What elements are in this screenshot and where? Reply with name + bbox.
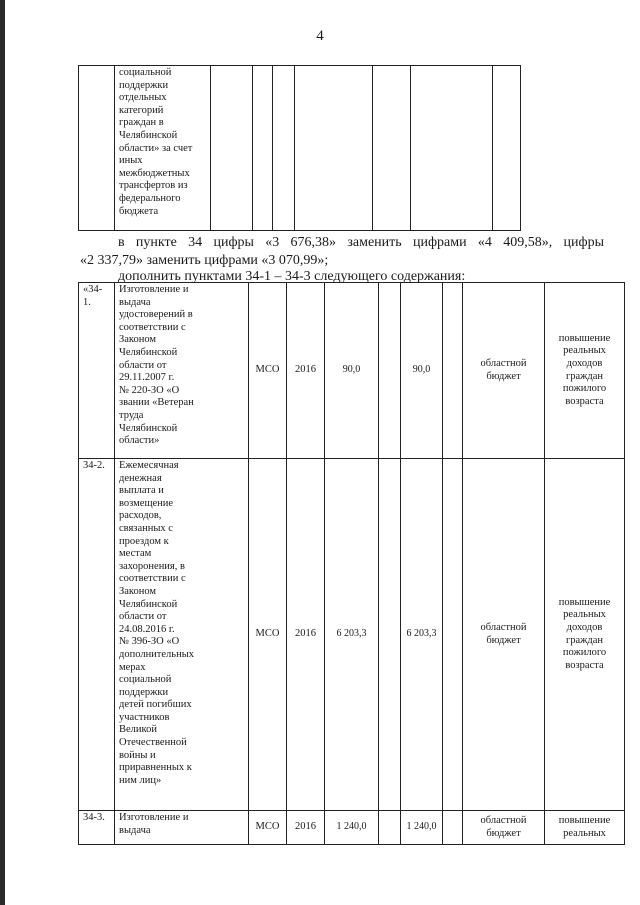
name-line: захоронения, в bbox=[119, 560, 185, 572]
name-line: Челябинской bbox=[119, 422, 178, 434]
name-line: трансфертов из bbox=[119, 180, 188, 192]
empty-cell bbox=[295, 66, 373, 231]
result-cell: повышение реальных доходов граждан пожилого возраста bbox=[545, 459, 625, 811]
empty-cell bbox=[253, 66, 273, 231]
name-line: поддержки bbox=[119, 686, 169, 698]
empty-cell bbox=[379, 459, 401, 811]
name-line: местам bbox=[119, 548, 152, 560]
executor-cell: МСО bbox=[249, 459, 287, 811]
name-line: области от bbox=[119, 359, 167, 371]
items-table bbox=[78, 282, 625, 845]
name-line: войны и bbox=[119, 749, 156, 761]
name-line: расходов, bbox=[119, 510, 162, 522]
name-line: межбюджетных bbox=[119, 167, 190, 179]
name-line: Законом bbox=[119, 334, 157, 346]
continued-num-cell bbox=[79, 66, 115, 231]
name-line: соответствии с bbox=[119, 573, 186, 585]
name-line: ним лиц» bbox=[119, 774, 162, 786]
name-line: участников bbox=[119, 711, 170, 723]
total-cell: 1 240,0 bbox=[325, 811, 379, 845]
name-line: отдельных bbox=[119, 92, 167, 104]
regional-cell: 90,0 bbox=[401, 283, 443, 459]
empty-cell bbox=[273, 66, 295, 231]
name-line: связанных с bbox=[119, 522, 173, 534]
name-line: Изготовление и bbox=[119, 284, 189, 295]
name-line: области» за счет bbox=[119, 142, 193, 154]
name-line: 29.11.2007 г. bbox=[119, 372, 175, 384]
empty-cell bbox=[493, 66, 521, 231]
name-line: Челябинской bbox=[119, 346, 178, 358]
name-line: социальной bbox=[119, 674, 172, 686]
name-line: поддержки bbox=[119, 79, 169, 91]
name-line: Отечественной bbox=[119, 737, 187, 749]
name-line: бюджета bbox=[119, 205, 159, 217]
name-line: области от bbox=[119, 611, 167, 623]
result-cell: повышение реальных доходов граждан пожилого возраста bbox=[545, 283, 625, 459]
row-number: 34-3. bbox=[79, 811, 115, 845]
name-line: возмещение bbox=[119, 497, 174, 509]
name-line: Законом bbox=[119, 585, 157, 597]
year-cell: 2016 bbox=[287, 459, 325, 811]
total-cell: 90,0 bbox=[325, 283, 379, 459]
empty-cell bbox=[379, 283, 401, 459]
table-row bbox=[79, 459, 625, 811]
year-cell: 2016 bbox=[287, 283, 325, 459]
name-line: приравненных к bbox=[119, 762, 192, 774]
paragraph-line: в пункте 34 цифры «3 676,38» заменить цифрами «4 409,58», цифры bbox=[118, 235, 604, 250]
name-line: Ежемесячная bbox=[119, 460, 179, 471]
paragraph-line: дополнить пунктами 34-1 – 34-3 следующего содержания: bbox=[118, 269, 466, 284]
name-line: Челябинской bbox=[119, 129, 178, 141]
name-line: иных bbox=[119, 155, 143, 167]
name-line: социальной bbox=[119, 67, 172, 78]
row-name-cell bbox=[115, 459, 249, 811]
name-line: выдача bbox=[119, 824, 151, 836]
source-cell: областной бюджет bbox=[463, 283, 545, 459]
name-line: мерах bbox=[119, 661, 146, 673]
name-line: Изготовление и bbox=[119, 812, 189, 823]
name-line: денежная bbox=[119, 472, 162, 484]
name-line: № 396-ЗО «О bbox=[119, 636, 180, 648]
regional-cell: 6 203,3 bbox=[401, 459, 443, 811]
name-line: № 220-ЗО «О bbox=[119, 384, 180, 396]
name-line: выдача bbox=[119, 296, 151, 308]
empty-cell bbox=[443, 459, 463, 811]
name-line: труда bbox=[119, 409, 144, 421]
empty-cell bbox=[379, 811, 401, 845]
name-line: федерального bbox=[119, 192, 181, 204]
name-line: проездом к bbox=[119, 535, 169, 547]
executor-cell: МСО bbox=[249, 283, 287, 459]
name-line: соответствии с bbox=[119, 321, 186, 333]
table-row bbox=[79, 283, 625, 459]
name-line: выплата и bbox=[119, 485, 164, 497]
empty-cell bbox=[373, 66, 411, 231]
result-cell: повышение реальных bbox=[545, 811, 625, 845]
row-number: «34-1. bbox=[79, 283, 115, 459]
scan-edge bbox=[0, 0, 5, 905]
source-cell: областной бюджет bbox=[463, 811, 545, 845]
empty-cell bbox=[443, 283, 463, 459]
page-number: 4 bbox=[316, 28, 324, 44]
empty-cell bbox=[443, 811, 463, 845]
empty-cell bbox=[211, 66, 253, 231]
row-number: 34-2. bbox=[79, 459, 115, 811]
name-line: детей погибших bbox=[119, 699, 192, 711]
continued-name-cell bbox=[115, 66, 211, 231]
name-line: удостоверений в bbox=[119, 309, 193, 321]
regional-cell: 1 240,0 bbox=[401, 811, 443, 845]
source-cell: областной бюджет bbox=[463, 459, 545, 811]
name-line: категорий bbox=[119, 104, 164, 116]
row-name-cell bbox=[115, 811, 249, 845]
paragraph-line: «2 337,79» заменить цифрами «3 070,99»; bbox=[80, 253, 329, 268]
executor-cell: МСО bbox=[249, 811, 287, 845]
row-name-cell bbox=[115, 283, 249, 459]
name-line: граждан в bbox=[119, 117, 164, 129]
empty-cell bbox=[411, 66, 493, 231]
total-cell: 6 203,3 bbox=[325, 459, 379, 811]
name-line: Великой bbox=[119, 724, 157, 736]
name-line: Челябинской bbox=[119, 598, 178, 610]
continued-table bbox=[78, 65, 521, 231]
table-row bbox=[79, 811, 625, 845]
name-line: области» bbox=[119, 435, 160, 447]
name-line: звании «Ветеран bbox=[119, 397, 194, 409]
name-line: 24.08.2016 г. bbox=[119, 623, 175, 635]
year-cell: 2016 bbox=[287, 811, 325, 845]
name-line: дополнительных bbox=[119, 648, 195, 660]
